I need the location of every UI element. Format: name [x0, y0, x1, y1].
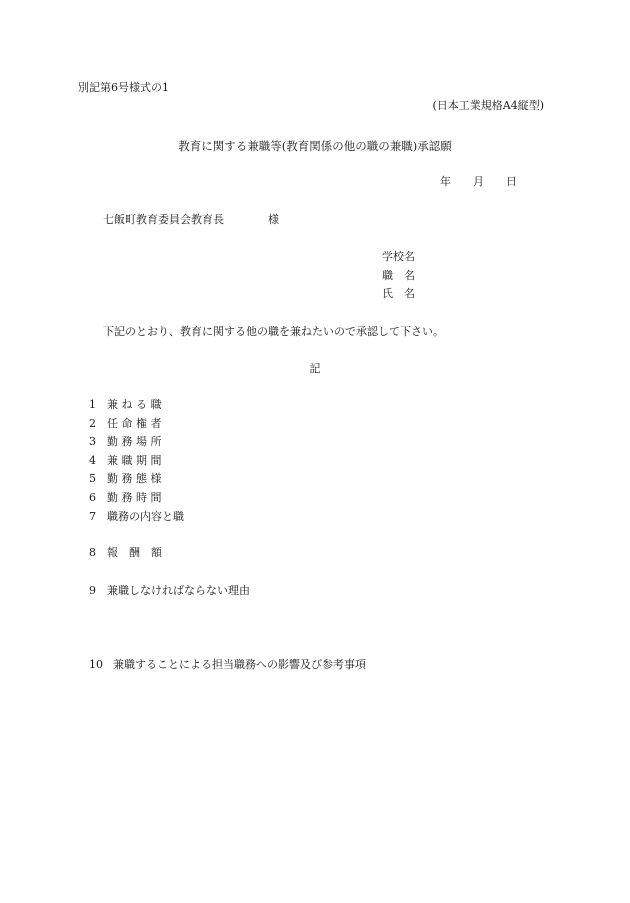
item-label: 任 命 権 者 [107, 417, 162, 430]
list-item [89, 546, 162, 560]
item-number: 5 [89, 472, 96, 485]
item-number: 8 [89, 546, 96, 559]
request-text: 下記のとおり、教育に関する他の職を兼ねたいので承認して下さい。 [103, 325, 444, 338]
item-number: 10 [89, 658, 103, 671]
list-item [89, 510, 184, 524]
date-year: 年 [440, 175, 451, 188]
applicant-position-label: 職 名 [382, 269, 415, 282]
ki-heading: 記 [309, 362, 321, 375]
list-item [89, 658, 366, 672]
list-item [89, 472, 162, 486]
date-line [440, 175, 517, 189]
list-item [89, 454, 162, 468]
item-number: 9 [89, 584, 96, 597]
item-label: 兼 ね る 職 [107, 398, 162, 411]
applicant-school-label: 学校名 [382, 250, 415, 263]
item-label: 兼職することによる担当職務への影響及び参考事項 [113, 658, 366, 671]
list-item [89, 435, 162, 449]
item-number: 7 [89, 510, 96, 523]
applicant-name-label: 氏 名 [382, 287, 415, 300]
paper-spec: (日本工業規格A4縦型) [432, 99, 544, 112]
addressee-name: 七飯町教育委員会教育長 [103, 213, 224, 226]
date-month: 月 [473, 175, 484, 188]
form-code: 別記第6号様式の1 [78, 81, 169, 94]
item-label: 勤 務 態 様 [107, 472, 162, 485]
item-number: 2 [89, 417, 96, 430]
item-label: 職務の内容と職 [107, 510, 184, 523]
item-number: 3 [89, 435, 96, 448]
addressee-honorific: 様 [268, 213, 279, 226]
document-title: 教育に関する兼職等(教育関係の他の職の兼職)承認願 [178, 139, 452, 153]
item-number: 1 [89, 398, 96, 411]
item-number: 4 [89, 454, 96, 467]
item-label: 兼職しなければならない理由 [107, 584, 250, 597]
date-day: 日 [506, 175, 517, 188]
list-item [89, 417, 162, 431]
list-item [89, 398, 162, 412]
item-label: 報 酬 額 [107, 546, 162, 559]
list-item [89, 491, 162, 505]
list-item [89, 584, 250, 598]
item-label: 勤 務 場 所 [107, 435, 162, 448]
item-number: 6 [89, 491, 96, 504]
item-label: 兼 職 期 間 [107, 454, 162, 467]
item-label: 勤 務 時 間 [107, 491, 162, 504]
addressee [103, 213, 279, 227]
